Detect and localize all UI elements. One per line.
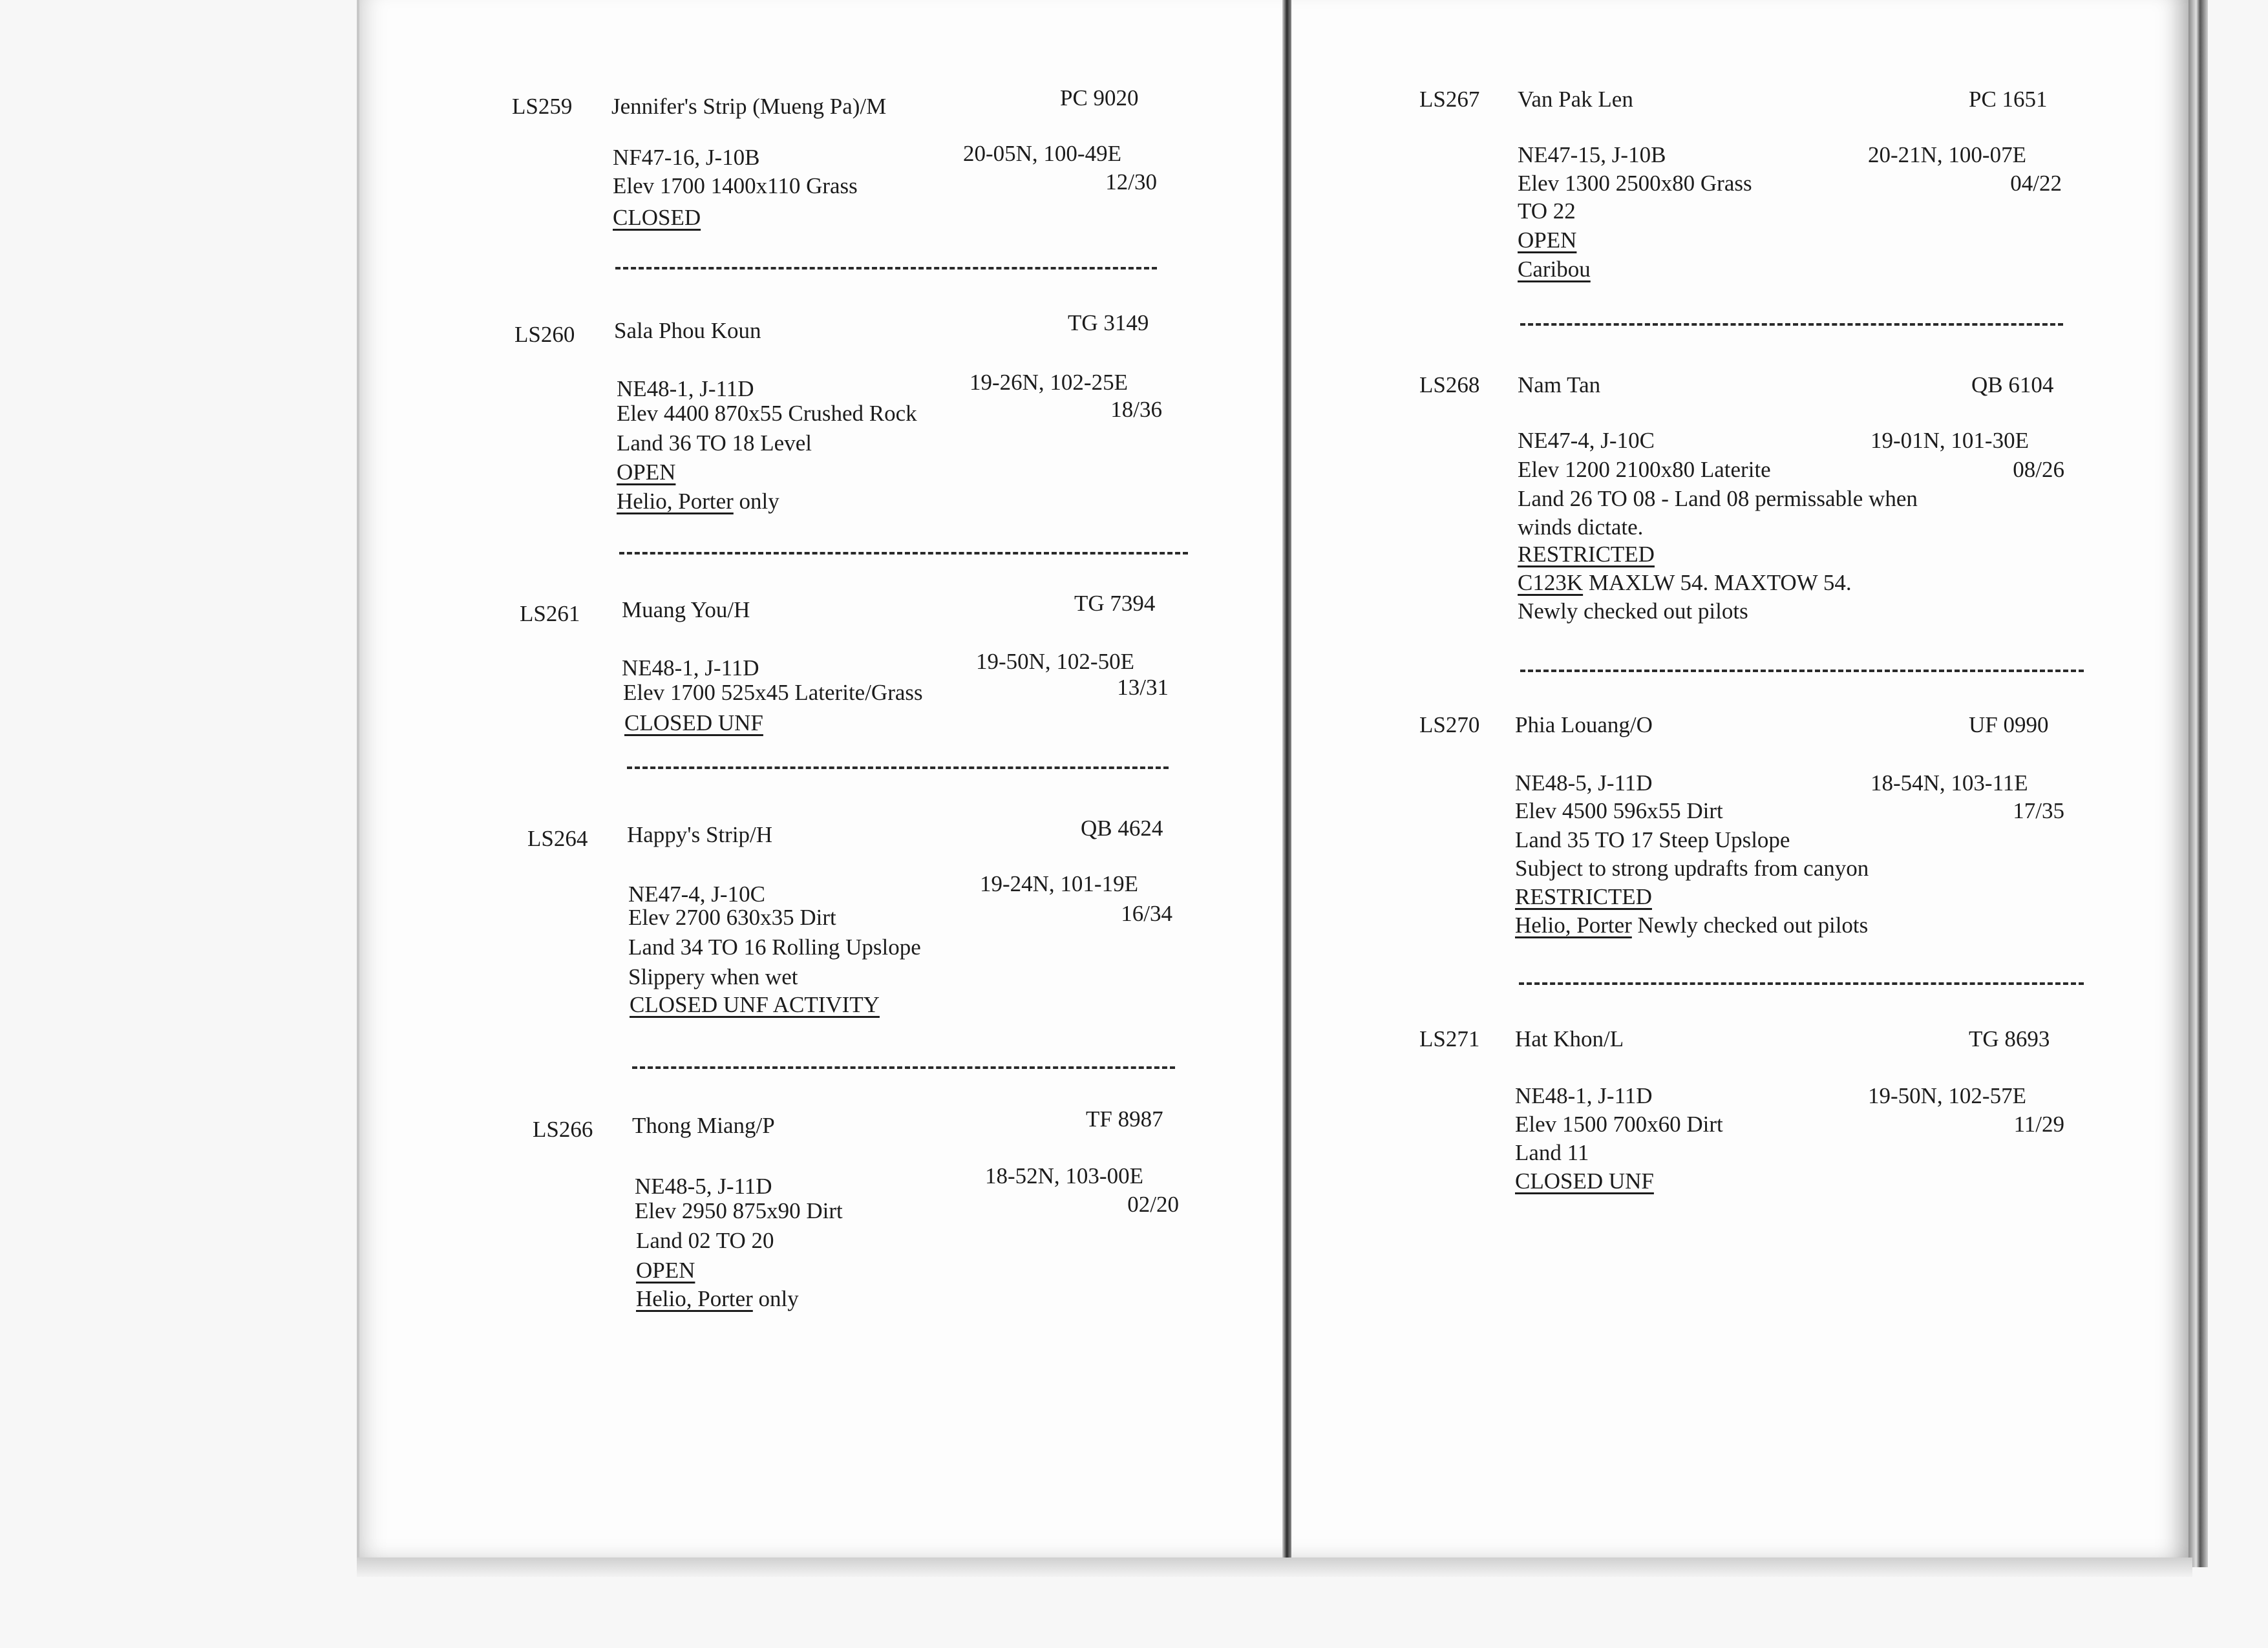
aircraft-note: only (733, 489, 779, 514)
site-id: LS267 (1419, 87, 1480, 112)
aircraft-types: C123K (1518, 570, 1584, 595)
status-label: OPEN (617, 460, 676, 485)
landing-takeoff-note: Land 35 TO 17 Steep Upslope (1515, 827, 1790, 852)
hazard-note: Subject to strong updrafts from canyon (1515, 856, 1869, 881)
grid-reference: PC 1651 (1969, 87, 2048, 112)
coordinates: 19-50N, 102-50E (976, 649, 1134, 674)
site-id: LS261 (520, 601, 580, 626)
elevation-runway-surface: Elev 1700 1400x110 Grass (613, 173, 858, 198)
aircraft-note: only (752, 1286, 799, 1311)
runway-heading: 18/36 (1110, 397, 1162, 422)
status-label: OPEN (636, 1258, 695, 1283)
site-name: Happy's Strip/H (627, 822, 773, 847)
left-page (357, 0, 1289, 1567)
map-sheet: NE48-1, J-11D (617, 376, 754, 401)
landing-takeoff-note: Land 02 TO 20 (636, 1228, 774, 1253)
coordinates: 18-52N, 103-00E (985, 1163, 1143, 1188)
entry-separator (615, 267, 1157, 269)
map-sheet: NE47-15, J-10B (1518, 142, 1666, 167)
aircraft-types: Helio, Porter (617, 489, 734, 514)
coordinates: 20-05N, 100-49E (963, 141, 1121, 166)
aircraft-note: MAXLW 54. MAXTOW 54. (1583, 570, 1852, 595)
site-id: LS271 (1419, 1026, 1480, 1051)
grid-reference: QB 4624 (1081, 816, 1163, 841)
landing-takeoff-note: Land 36 TO 18 Level (617, 430, 812, 456)
site-name: Hat Khon/L (1515, 1026, 1624, 1051)
aircraft-types: Helio, Porter (1515, 913, 1632, 938)
site-id: LS264 (527, 826, 588, 851)
site-id: LS266 (533, 1117, 593, 1142)
map-sheet: NE47-4, J-10C (1518, 428, 1655, 453)
landing-condition: winds dictate. (1518, 514, 1644, 540)
site-name: Jennifer's Strip (Mueng Pa)/M (611, 94, 887, 119)
site-id: LS270 (1419, 712, 1480, 737)
aircraft-restriction (1518, 569, 1852, 597)
status-label: CLOSED (613, 205, 701, 230)
map-sheet: NF47-16, J-10B (613, 145, 760, 170)
landing-note: Land 11 (1515, 1140, 1589, 1165)
status-label: RESTRICTED (1515, 884, 1652, 909)
entry-separator (1520, 323, 2063, 326)
map-sheet: NE48-5, J-11D (1515, 770, 1653, 796)
pilot-note: Newly checked out pilots (1518, 598, 1748, 624)
aircraft-types: Helio, Porter (636, 1286, 753, 1311)
coordinates: 19-26N, 102-25E (970, 370, 1128, 395)
aircraft-restriction (617, 487, 779, 516)
grid-reference: PC 9020 (1060, 85, 1139, 111)
elevation-runway-surface: Elev 1700 525x45 Laterite/Grass (623, 680, 923, 705)
status-label: CLOSED UNF (624, 710, 763, 735)
site-name: Van Pak Len (1518, 87, 1633, 112)
runway-heading: 08/26 (2013, 457, 2064, 482)
aircraft-restriction (636, 1285, 799, 1313)
grid-reference: TF 8987 (1086, 1106, 1163, 1132)
elevation-runway-surface: Elev 4500 596x55 Dirt (1515, 798, 1723, 823)
aircraft-types: Caribou (1518, 257, 1591, 282)
elevation-runway-surface: Elev 1500 700x60 Dirt (1515, 1112, 1723, 1137)
coordinates: 20-21N, 100-07E (1868, 142, 2026, 167)
page-edge (2189, 0, 2208, 1567)
site-id: LS259 (512, 94, 573, 119)
runway-heading: 13/31 (1117, 675, 1169, 700)
coordinates: 18-54N, 103-11E (1871, 770, 2028, 796)
coordinates: 19-50N, 102-57E (1868, 1083, 2026, 1108)
elevation-runway-surface: Elev 4400 870x55 Crushed Rock (617, 401, 917, 426)
grid-reference: QB 6104 (1971, 372, 2054, 397)
takeoff-note: TO 22 (1518, 198, 1576, 224)
elevation-runway-surface: Elev 2700 630x35 Dirt (628, 905, 836, 930)
entry-separator (1519, 982, 2084, 985)
map-sheet: NE48-5, J-11D (635, 1174, 772, 1199)
landing-takeoff-note: Land 34 TO 16 Rolling Upslope (628, 935, 921, 960)
runway-heading: 11/29 (2013, 1112, 2064, 1137)
map-sheet: NE48-1, J-11D (1515, 1083, 1653, 1108)
elevation-runway-surface: Elev 1200 2100x80 Laterite (1518, 457, 1771, 482)
book-gutter (1282, 0, 1291, 1567)
status-label: RESTRICTED (1518, 542, 1655, 567)
status-label: CLOSED UNF ACTIVITY (630, 992, 880, 1017)
site-name: Sala Phou Koun (614, 318, 761, 343)
site-id: LS260 (514, 322, 575, 347)
page-bottom-shadow (357, 1558, 2192, 1577)
aircraft-restriction (1515, 911, 1868, 940)
runway-heading: 02/20 (1127, 1192, 1179, 1217)
right-page (1290, 0, 2190, 1567)
grid-reference: TG 8693 (1969, 1026, 2050, 1051)
site-name: Phia Louang/O (1515, 712, 1653, 737)
runway-heading: 17/35 (2013, 798, 2064, 823)
runway-heading: 16/34 (1121, 901, 1172, 926)
entry-separator (627, 766, 1169, 769)
elevation-runway-surface: Elev 2950 875x90 Dirt (635, 1198, 843, 1223)
grid-reference: UF 0990 (1969, 712, 2049, 737)
surface-note: Slippery when wet (628, 964, 798, 989)
site-id: LS268 (1419, 372, 1480, 397)
coordinates: 19-01N, 101-30E (1871, 428, 2029, 453)
status-label: CLOSED UNF (1515, 1168, 1654, 1194)
status-label: OPEN (1518, 227, 1577, 253)
site-name: Nam Tan (1518, 372, 1601, 397)
map-sheet: NE48-1, J-11D (622, 655, 759, 681)
entry-separator (632, 1066, 1175, 1069)
entry-separator (1520, 670, 2084, 672)
grid-reference: TG 7394 (1074, 591, 1156, 616)
grid-reference: TG 3149 (1068, 310, 1149, 335)
runway-heading: 04/22 (2010, 171, 2062, 196)
elevation-runway-surface: Elev 1300 2500x80 Grass (1518, 171, 1752, 196)
entry-separator (619, 552, 1188, 555)
aircraft-note: Newly checked out pilots (1631, 913, 1869, 938)
coordinates: 19-24N, 101-19E (980, 871, 1138, 896)
runway-heading: 12/30 (1105, 169, 1157, 195)
site-name: Thong Miang/P (632, 1113, 775, 1138)
map-sheet: NE47-4, J-10C (628, 882, 765, 907)
landing-takeoff-note: Land 26 TO 08 - Land 08 permissable when (1518, 486, 1918, 511)
site-name: Muang You/H (622, 597, 750, 622)
